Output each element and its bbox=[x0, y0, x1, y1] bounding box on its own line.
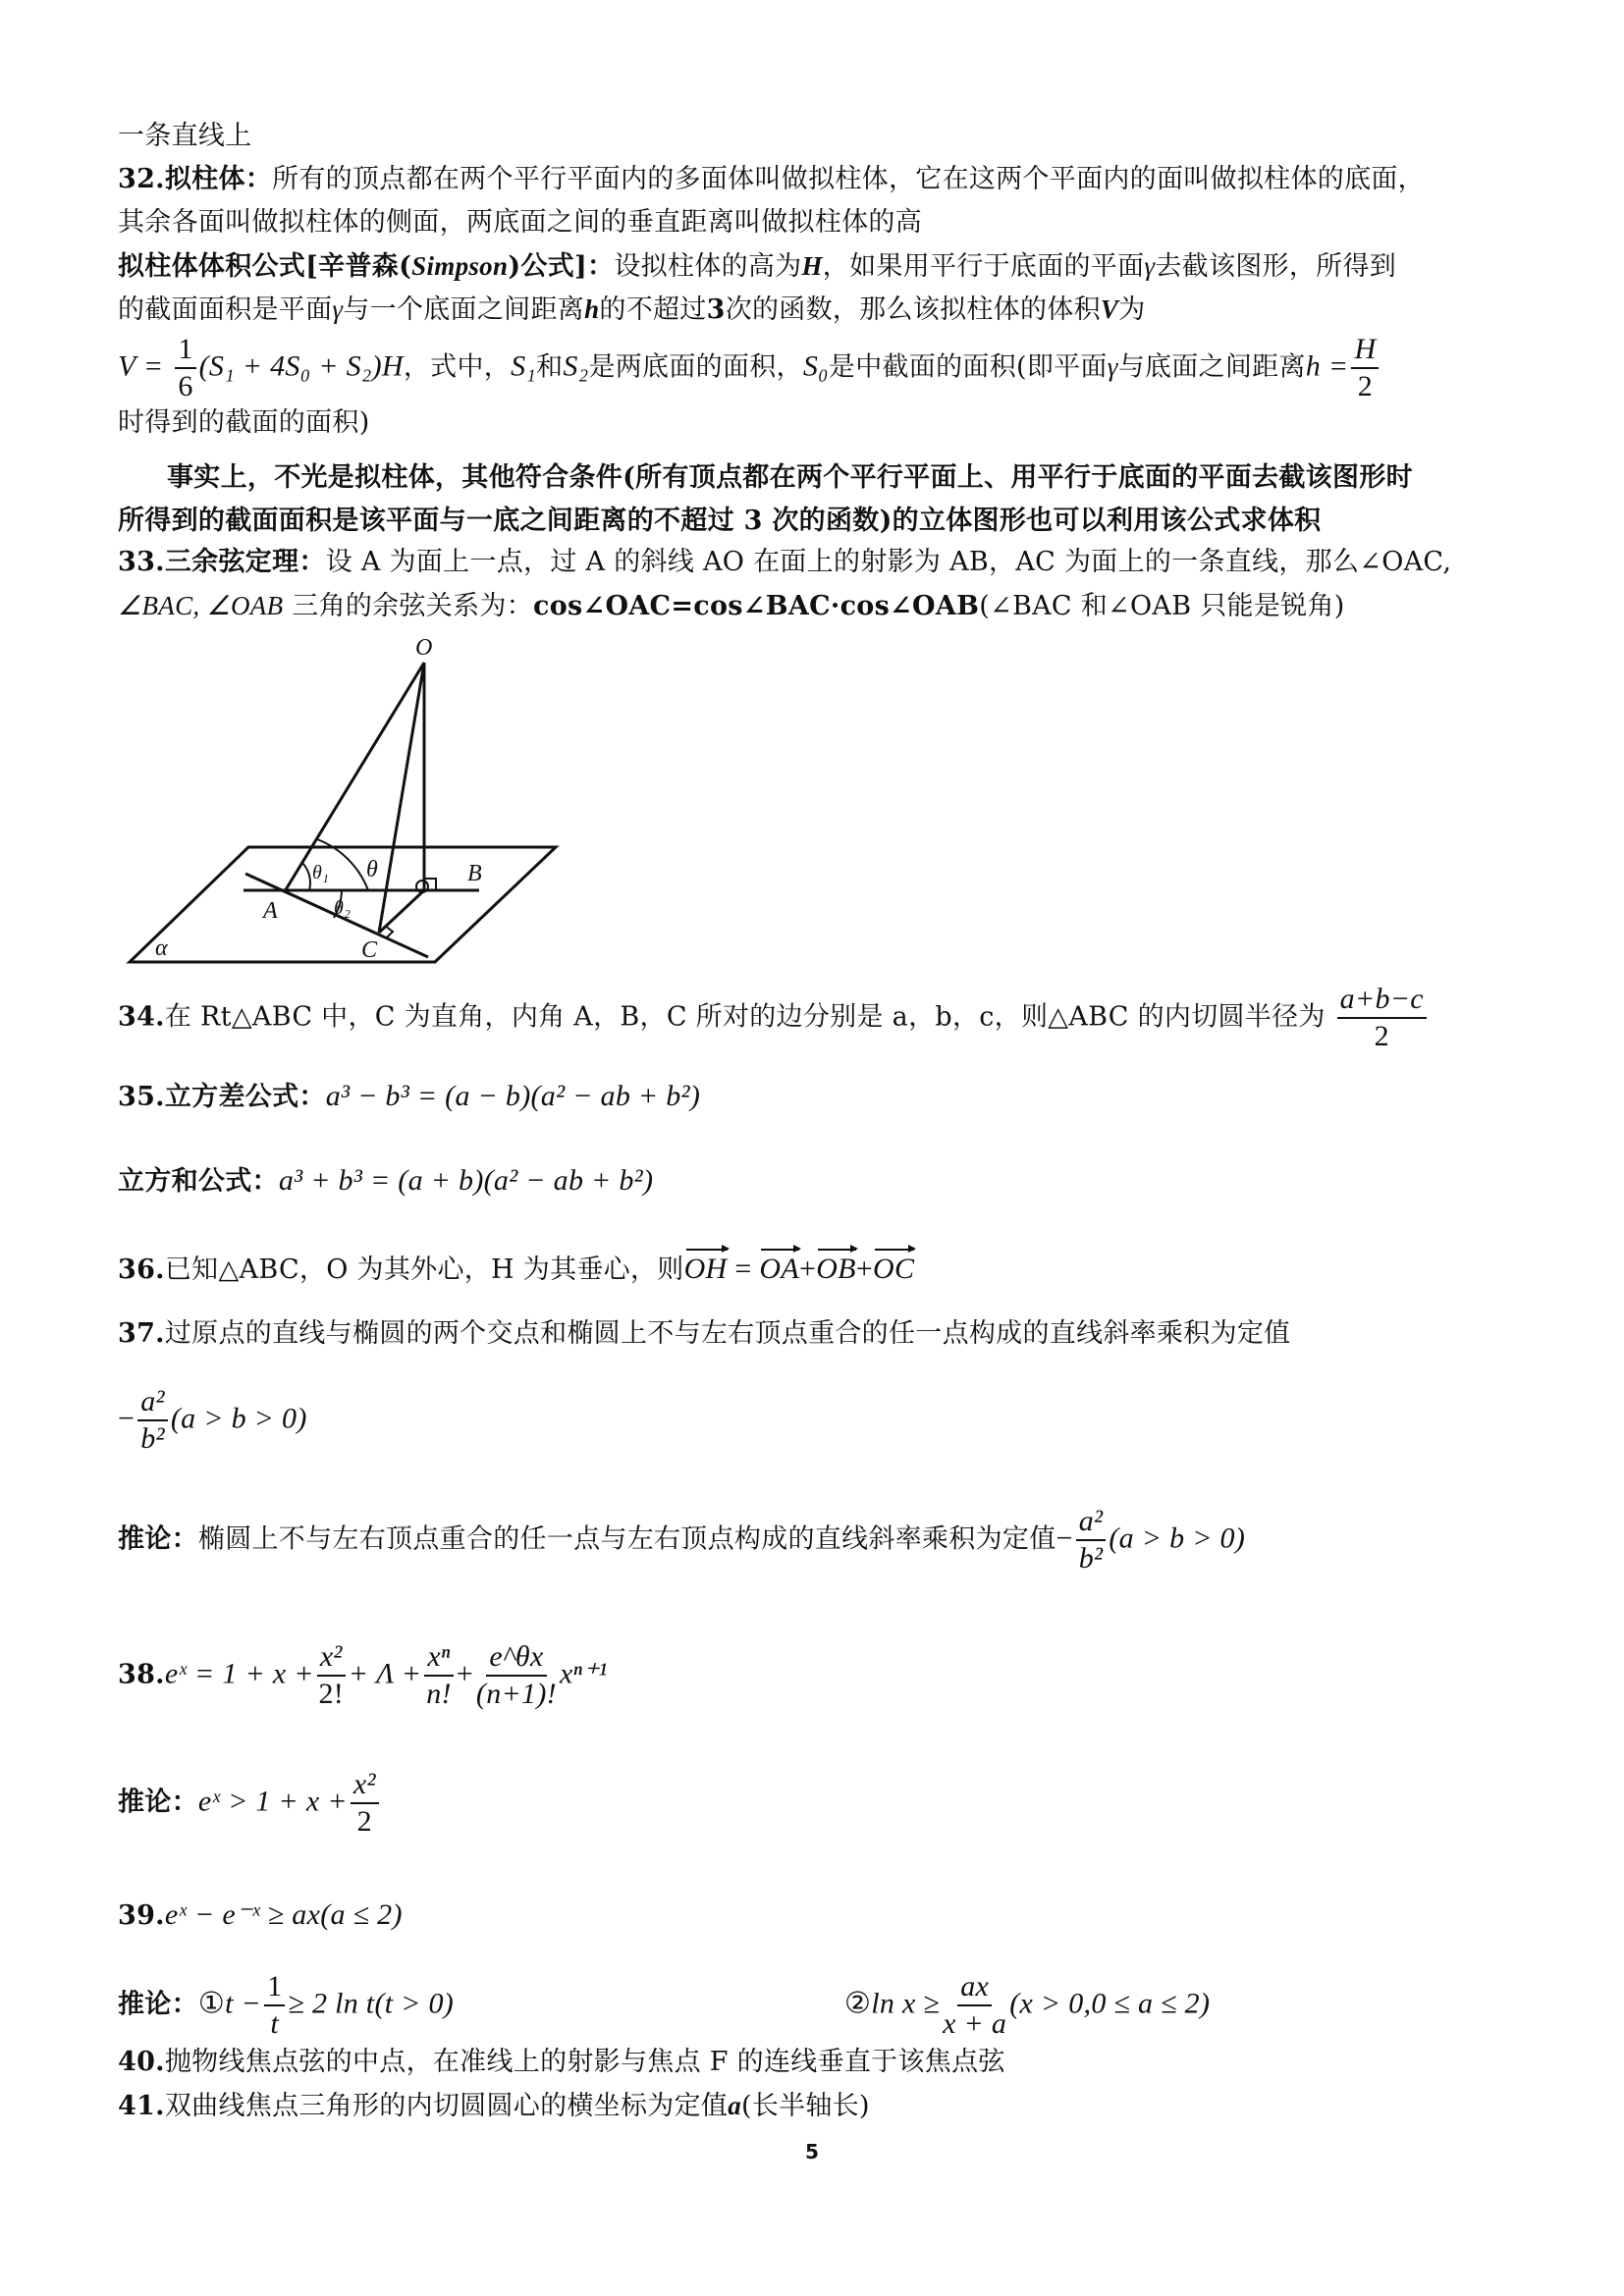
text: 三角的余弦关系为： bbox=[283, 591, 533, 621]
cube-sum-formula: a³ + b³ = (a + b)(a² − ab + b²) bbox=[278, 1164, 654, 1197]
condition: (a > b > 0) bbox=[1109, 1522, 1246, 1555]
theorem-text: 设 A 为面上一点，过 A 的斜线 AO 在面上的射影为 AB，AC 为面上的一条直线，那么∠OAC, bbox=[325, 547, 1452, 577]
label-O: O bbox=[415, 635, 433, 661]
denominator: 2 bbox=[356, 1805, 372, 1838]
vector-OA: OA bbox=[759, 1253, 799, 1285]
text: 设拟柱体的高为 bbox=[614, 251, 802, 282]
item-34 bbox=[118, 982, 1430, 1054]
numerator: xⁿ bbox=[424, 1639, 453, 1677]
item-number: 41. bbox=[118, 2091, 165, 2121]
item-38-corollary bbox=[118, 1767, 382, 1840]
item-number: 38. bbox=[118, 1659, 165, 1690]
text: ，式中， bbox=[403, 351, 512, 383]
plus: + bbox=[456, 1657, 473, 1690]
item-number: 34. bbox=[118, 1001, 165, 1033]
item-33-line1 bbox=[118, 546, 1451, 579]
numerator: 1 bbox=[264, 1969, 285, 2006]
text: 为 bbox=[1118, 294, 1146, 325]
taylor-lhs: eˣ = 1 + x + bbox=[164, 1657, 314, 1690]
text: (长半轴长) bbox=[741, 2091, 870, 2121]
equals: = bbox=[727, 1253, 760, 1285]
var-S1: S₁ bbox=[511, 349, 537, 383]
label-A: A bbox=[263, 898, 278, 924]
text: 过原点的直线与椭圆的两个交点和椭圆上不与左右顶点重合的任一点构成的直线斜率乘积为定值 bbox=[164, 1318, 1291, 1349]
var-h: h bbox=[584, 294, 600, 324]
fraction-x2-2 bbox=[351, 1767, 379, 1840]
text: 与底面之间距离 bbox=[1117, 351, 1306, 383]
corollary-label: 推论： bbox=[118, 1989, 198, 2020]
item-39 bbox=[118, 1898, 403, 1933]
text: 已知△ABC，O 为其外心，H 为其垂心，则 bbox=[164, 1255, 684, 1285]
item-32-line2: 其余各面叫做拟柱体的侧面，两底面之间的垂直距离叫做拟柱体的高 bbox=[118, 207, 922, 238]
text: 次的函数，那么该拟柱体的体积 bbox=[725, 294, 1101, 325]
simpson-formula-line bbox=[118, 332, 1381, 404]
incircle-text: 在 Rt△ABC 中，C 为直角，内角 A，B，C 所对的边分别是 a，b，c，则△ABC 的内切圆半径为 bbox=[164, 1001, 1326, 1033]
formula-title-end: )公式]： bbox=[508, 251, 615, 282]
circled-one: ① bbox=[197, 1987, 226, 2020]
cosine-relation: cos∠OAC=cos∠BAC·cos∠OAB bbox=[532, 591, 980, 621]
ellipsis: + Λ + bbox=[348, 1657, 422, 1690]
simpson-formula-tail: 时得到的截面的面积) bbox=[118, 407, 370, 438]
condition: (x > 0,0 ≤ a ≤ 2) bbox=[1009, 1987, 1211, 2020]
definition-text: 所有的顶点都在两个平行平面内的多面体叫做拟柱体，它在这两个平面内的面叫做拟柱体的底面， bbox=[272, 164, 1425, 194]
text: 和 bbox=[536, 351, 564, 383]
denominator: n! bbox=[426, 1678, 452, 1710]
text: 抛物线焦点弦的中点，在准线上的射影与焦点 F 的连线垂直于该焦点弦 bbox=[164, 2047, 1005, 2077]
denominator: (n+1)! bbox=[475, 1678, 557, 1710]
text: 双曲线焦点三角形的内切圆圆心的横坐标为定值 bbox=[164, 2091, 729, 2121]
h-equals: h = bbox=[1305, 349, 1349, 383]
formula-body: (S₁ + 4S₀ + S₂)H bbox=[198, 349, 404, 383]
item-36 bbox=[118, 1253, 914, 1287]
label-alpha: α bbox=[155, 935, 168, 961]
vector-OC: OC bbox=[873, 1253, 915, 1285]
circled-two: ② bbox=[844, 1987, 872, 2020]
item-32-formula-title bbox=[118, 249, 1396, 284]
item-39-corollary-2 bbox=[844, 1969, 1210, 2042]
term-heading: 拟柱体： bbox=[164, 164, 273, 194]
text: ，如果用平行于底面的平面 bbox=[822, 251, 1145, 282]
numerator: H bbox=[1351, 332, 1379, 369]
numerator: a² bbox=[137, 1384, 168, 1421]
expr: t − bbox=[225, 1987, 262, 2020]
fraction-a2-b2 bbox=[1076, 1504, 1107, 1576]
numerator: ax bbox=[957, 1969, 992, 2006]
denominator: b² bbox=[140, 1422, 165, 1455]
var-gamma: γ bbox=[1144, 251, 1156, 281]
corollary-label: 推论： bbox=[118, 1523, 198, 1555]
formula-lhs: V = bbox=[118, 349, 164, 383]
formula-title: 拟柱体体积公式[辛普森( bbox=[118, 251, 412, 282]
fraction-one-sixth bbox=[175, 332, 195, 404]
item-number: 32. bbox=[118, 164, 165, 194]
cube-difference-formula: a³ − b³ = (a − b)(a² − ab + b²) bbox=[325, 1080, 701, 1112]
denominator: t bbox=[270, 2007, 280, 2040]
item-number: 40. bbox=[118, 2047, 165, 2077]
item-32-line1 bbox=[118, 163, 1425, 196]
angles: ∠BAC, ∠OAB bbox=[118, 591, 284, 620]
term-heading: 立方差公式： bbox=[164, 1082, 326, 1112]
remark-line2: 所得到的截面面积是该平面与一底之间距离的不超过 3 次的函数)的立体图形也可以利用该公式求体积 bbox=[118, 506, 1322, 536]
var-gamma: γ bbox=[1107, 351, 1118, 382]
label-C: C bbox=[361, 937, 378, 963]
denominator: x + a bbox=[943, 2007, 1007, 2040]
numerator: e^θx bbox=[486, 1639, 546, 1677]
fraction-ax-x-plus-a bbox=[943, 1969, 1006, 2042]
text: 是中截面的面积(即平面 bbox=[828, 351, 1108, 383]
term-heading: 立方和公式： bbox=[118, 1166, 279, 1197]
label-theta: θ bbox=[366, 857, 378, 882]
item-35-sum bbox=[118, 1164, 653, 1199]
corollary-label: 推论： bbox=[118, 1787, 198, 1818]
item-37-value bbox=[118, 1384, 307, 1457]
text: 是两底面的面积， bbox=[588, 351, 803, 383]
text: 与一个底面之间距离 bbox=[343, 294, 585, 325]
var-V: V bbox=[1100, 294, 1119, 324]
vector-OB: OB bbox=[816, 1253, 856, 1285]
fraction-H-half bbox=[1351, 332, 1379, 404]
expr: ≥ 2 ln t(t > 0) bbox=[288, 1987, 455, 2020]
var-gamma: γ bbox=[332, 294, 344, 324]
item-number: 37. bbox=[118, 1318, 165, 1349]
text: 的截面面积是平面 bbox=[118, 294, 333, 325]
fraction-inradius bbox=[1337, 982, 1427, 1054]
fraction-remainder bbox=[476, 1639, 557, 1712]
text: (∠BAC 和∠OAB 只能是锐角) bbox=[979, 591, 1345, 621]
minus: − bbox=[118, 1402, 135, 1435]
three-cosine-diagram bbox=[116, 633, 577, 972]
denominator: 2! bbox=[318, 1678, 345, 1710]
plus: + bbox=[855, 1253, 874, 1285]
var-S0: S₀ bbox=[802, 349, 829, 383]
var-H: H bbox=[801, 251, 823, 281]
x-n-plus-1: xⁿ⁺¹ bbox=[559, 1657, 608, 1690]
expr: ln x ≥ bbox=[871, 1987, 941, 2020]
item-35-difference bbox=[118, 1080, 700, 1114]
remark-line1: 事实上，不光是拟柱体，其他符合条件(所有顶点都在两个平行平面上、用平行于底面的平面去截该图形时 bbox=[167, 462, 1413, 493]
item-number: 33. bbox=[118, 547, 165, 577]
item-number: 35. bbox=[118, 1082, 165, 1112]
label-theta2: θ₂ bbox=[334, 897, 351, 919]
item-40 bbox=[118, 2046, 1005, 2079]
fraction-x2-2fact bbox=[317, 1639, 346, 1712]
vector-OH: OH bbox=[683, 1253, 728, 1285]
text: 去截该图形，所得到 bbox=[1155, 251, 1397, 282]
fraction-a2-b2 bbox=[137, 1384, 168, 1457]
text: 的不超过 bbox=[599, 294, 707, 325]
minus: − bbox=[1056, 1522, 1073, 1555]
inequality-lhs: eˣ > 1 + x + bbox=[197, 1785, 348, 1818]
numerator: 1 bbox=[175, 332, 195, 369]
denominator: b² bbox=[1078, 1542, 1104, 1575]
condition: (a > b > 0) bbox=[170, 1402, 307, 1435]
item-number: 36. bbox=[118, 1255, 165, 1285]
plus: + bbox=[798, 1253, 817, 1285]
fraction-1-t bbox=[264, 1969, 285, 2042]
label-theta1: θ₁ bbox=[312, 862, 329, 883]
numerator: a+b−c bbox=[1337, 982, 1427, 1019]
item-39-corollary-1 bbox=[118, 1969, 454, 2042]
simpson-name: Simpson bbox=[411, 251, 509, 281]
item-37 bbox=[118, 1317, 1290, 1351]
item-37-corollary bbox=[118, 1504, 1245, 1576]
numerator: a² bbox=[1076, 1504, 1107, 1541]
inequality: eˣ − e⁻ˣ ≥ ax(a ≤ 2) bbox=[164, 1898, 403, 1931]
corollary-text: 椭圆上不与左右顶点重合的任一点与左右顶点构成的直线斜率乘积为定值 bbox=[197, 1523, 1056, 1555]
var-a: a bbox=[728, 2091, 741, 2120]
term-heading: 三余弦定理： bbox=[164, 547, 326, 577]
num-3: 3 bbox=[706, 294, 726, 325]
continuation-line: 一条直线上 bbox=[118, 121, 252, 151]
item-number: 39. bbox=[118, 1900, 165, 1931]
denominator: 6 bbox=[178, 370, 193, 402]
item-33-line2 bbox=[118, 589, 1345, 623]
label-B: B bbox=[467, 861, 482, 886]
numerator: x² bbox=[317, 1639, 346, 1677]
item-32-line4 bbox=[118, 293, 1146, 327]
item-41 bbox=[118, 2089, 870, 2123]
var-S2: S₂ bbox=[563, 349, 589, 383]
numerator: x² bbox=[351, 1767, 379, 1804]
item-38 bbox=[118, 1639, 608, 1712]
fraction-xn-nfact bbox=[424, 1639, 453, 1712]
page-number: 5 bbox=[805, 2140, 819, 2163]
denominator: 2 bbox=[1357, 370, 1374, 402]
denominator: 2 bbox=[1374, 1020, 1389, 1052]
